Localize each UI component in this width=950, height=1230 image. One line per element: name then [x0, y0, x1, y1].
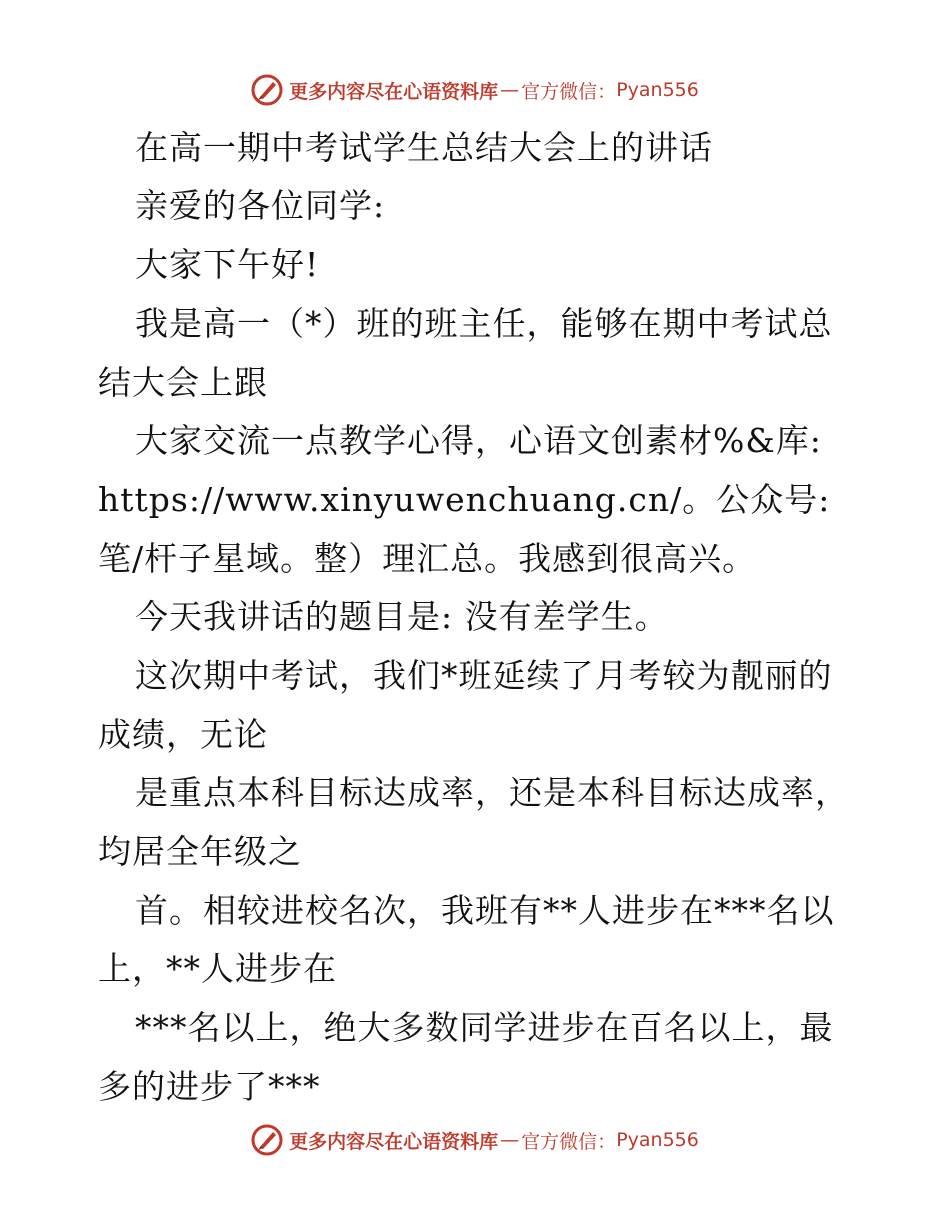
paragraph-line: 大家交流一点教学心得，心语文创素材%&库:	[135, 421, 822, 460]
greeting: 大家下午好!	[135, 245, 320, 284]
salutation: 亲爱的各位同学:	[135, 186, 386, 225]
banner-title: 更多内容尽在心语资料库	[289, 80, 499, 103]
paragraph-line: 多的进步了***	[98, 1067, 321, 1106]
paragraph-line: 笔/杆子星域。整）理汇总。我感到很高兴。	[98, 539, 757, 578]
paragraph-line: 首。相较进校名次，我班有**人进步在***名以	[135, 891, 835, 930]
paragraph-line: 上，**人进步在	[98, 949, 337, 988]
banner-wechat-label: 官方微信：	[521, 80, 617, 103]
banner-wechat-label: 官方微信：	[521, 1130, 617, 1153]
paragraph-line: 是重点本科目标达成率，还是本科目标达成率，	[135, 773, 849, 812]
banner-wechat-id: Pyan556	[616, 1129, 699, 1151]
banner-dash: —	[500, 1129, 520, 1151]
banner-dash: —	[500, 79, 520, 101]
paragraph-line: 均居全年级之	[98, 832, 302, 871]
paragraph-line: 结大会上跟	[98, 363, 268, 402]
paragraph-line: 成绩，无论	[98, 715, 268, 754]
footer-banner	[0, 1120, 950, 1160]
banner-wechat-id: Pyan556	[616, 79, 699, 101]
paragraph-line: https://www.xinyuwenchuang.cn/。公众号:	[98, 480, 831, 519]
paragraph-line: 我是高一（*）班的班主任，能够在期中考试总	[135, 304, 833, 343]
quill-logo-icon	[251, 74, 283, 106]
paragraph-line: 这次期中考试，我们*班延续了月考较为靓丽的	[135, 656, 833, 695]
quill-logo-icon	[251, 1124, 283, 1156]
banner-title: 更多内容尽在心语资料库	[289, 1130, 499, 1153]
paragraph-line: 今天我讲话的题目是: 没有差学生。	[135, 597, 669, 636]
paragraph-line: ***名以上，绝大多数同学进步在百名以上，最	[135, 1008, 834, 1047]
header-banner	[0, 70, 950, 110]
document-title: 在高一期中考试学生总结大会上的讲话	[135, 128, 713, 167]
